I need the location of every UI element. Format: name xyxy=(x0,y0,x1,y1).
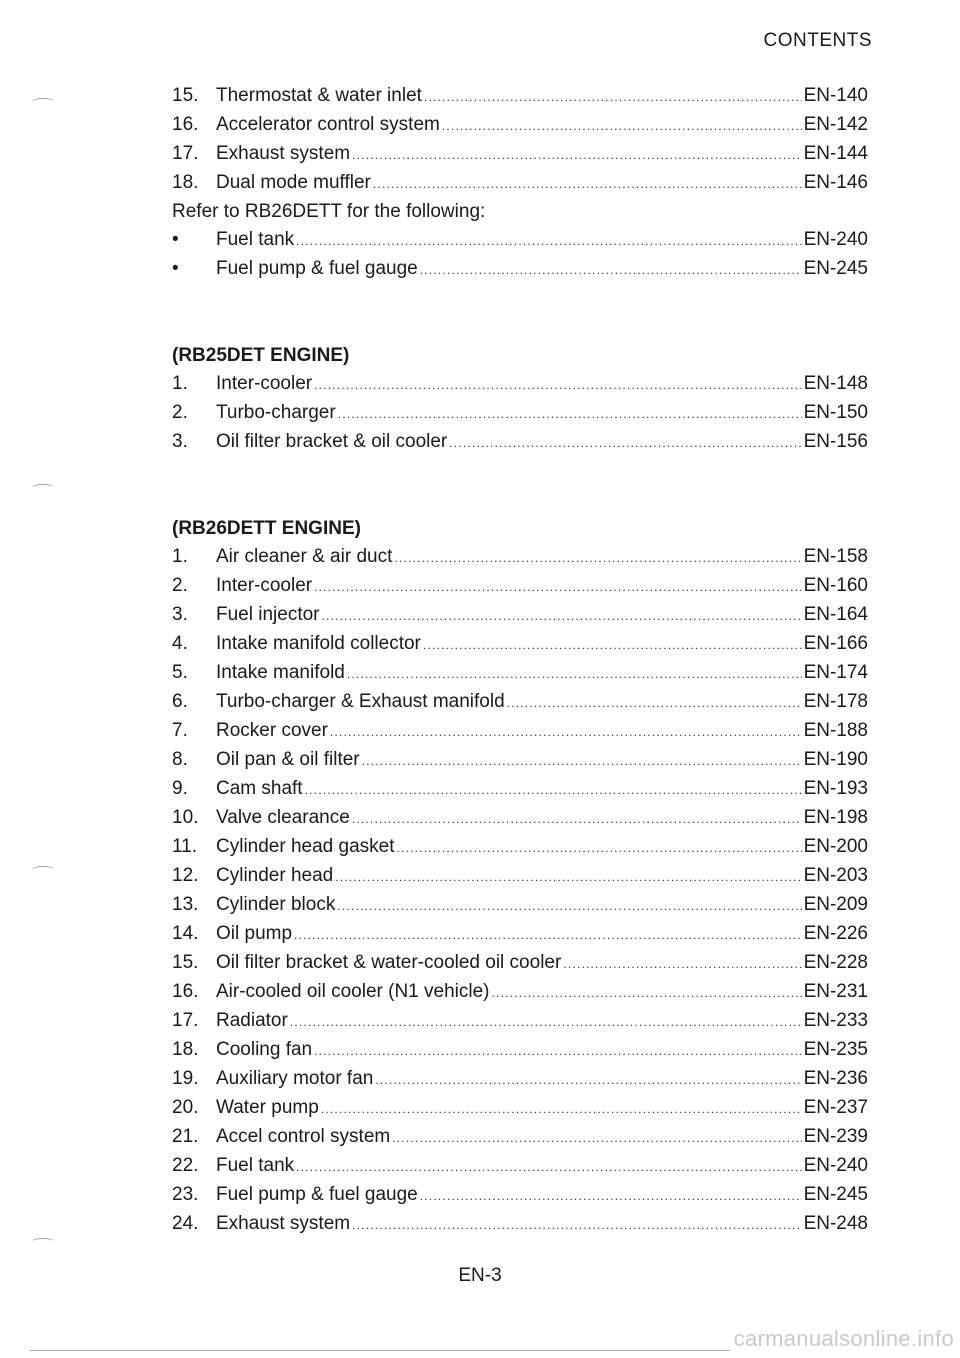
entry-page-ref: EN-203 xyxy=(803,865,868,886)
dot-leader xyxy=(305,776,802,804)
entry-title: Air cleaner & air duct xyxy=(216,546,393,567)
dot-leader xyxy=(362,747,802,775)
entry-page-ref: EN-158 xyxy=(803,546,868,567)
dot-leader xyxy=(347,660,802,688)
entry-number: 18. xyxy=(172,1039,199,1060)
toc-entry xyxy=(172,82,868,111)
entry-number: 1. xyxy=(172,373,188,394)
entry-number: 9. xyxy=(172,778,188,799)
entry-title: Inter-cooler xyxy=(216,575,313,596)
entry-number: 12. xyxy=(172,865,199,886)
dot-leader xyxy=(424,83,802,111)
toc-entry xyxy=(172,688,868,717)
entry-number: 5. xyxy=(172,662,188,683)
dot-leader xyxy=(423,631,802,659)
entry-page-ref: EN-233 xyxy=(803,1010,868,1031)
dot-leader xyxy=(420,1182,802,1210)
entry-number: 2. xyxy=(172,575,188,596)
dot-leader xyxy=(442,112,802,140)
entry-title: Turbo-charger & Exhaust manifold xyxy=(216,691,505,712)
section-heading-rb26dett: (RB26DETT ENGINE) xyxy=(172,518,361,539)
entry-number: 17. xyxy=(172,1010,199,1031)
dot-leader xyxy=(330,718,802,746)
toc-entry xyxy=(172,1065,868,1094)
entry-number: 1. xyxy=(172,546,188,567)
margin-mark xyxy=(32,484,54,491)
dot-leader xyxy=(338,400,802,428)
toc-entry xyxy=(172,572,868,601)
entry-number: 21. xyxy=(172,1126,199,1147)
dot-leader xyxy=(321,1095,802,1123)
toc-entry xyxy=(172,1036,868,1065)
entry-page-ref: EN-239 xyxy=(803,1126,868,1147)
entry-title: Exhaust system xyxy=(216,1213,351,1234)
dot-leader xyxy=(563,950,801,978)
page-header-title: CONTENTS xyxy=(763,30,872,51)
dot-leader xyxy=(394,544,801,572)
toc-entry xyxy=(172,169,868,198)
entry-title: Turbo-charger xyxy=(216,402,336,423)
entry-title: Fuel tank xyxy=(216,229,295,250)
toc-entry xyxy=(172,891,868,920)
entry-page-ref: EN-245 xyxy=(803,258,868,279)
entry-number: 15. xyxy=(172,952,199,973)
entry-number: 23. xyxy=(172,1184,199,1205)
entry-title: Valve clearance xyxy=(216,807,350,828)
dot-leader xyxy=(352,141,801,169)
entry-number: 14. xyxy=(172,923,199,944)
entry-title: Thermostat & water inlet xyxy=(216,85,422,106)
dot-leader xyxy=(507,689,802,717)
entry-number: 8. xyxy=(172,749,188,770)
dot-leader xyxy=(294,921,802,949)
toc-entry xyxy=(172,833,868,862)
entry-title: Oil pan & oil filter xyxy=(216,749,360,770)
toc-entry xyxy=(172,1152,868,1181)
entry-title: Dual mode muffler xyxy=(216,172,371,193)
toc-refer-list xyxy=(172,226,868,284)
bullet-marker: • xyxy=(172,258,179,279)
entry-title: Fuel tank xyxy=(216,1155,295,1176)
dot-leader xyxy=(397,834,802,862)
toc-entry xyxy=(172,1210,868,1239)
entry-page-ref: EN-178 xyxy=(803,691,868,712)
entry-page-ref: EN-193 xyxy=(803,778,868,799)
toc-entry xyxy=(172,920,868,949)
entry-title: Intake manifold xyxy=(216,662,345,683)
toc-entry xyxy=(172,1094,868,1123)
entry-number: 13. xyxy=(172,894,199,915)
margin-mark xyxy=(32,866,54,873)
entry-title: Oil filter bracket & oil cooler xyxy=(216,431,448,452)
entry-title: Air-cooled oil cooler (N1 vehicle) xyxy=(216,981,490,1002)
entry-page-ref: EN-148 xyxy=(803,373,868,394)
toc-rb25det-list xyxy=(172,370,868,457)
entry-number: 15. xyxy=(172,85,199,106)
entry-number: 19. xyxy=(172,1068,199,1089)
entry-title: Cylinder head gasket xyxy=(216,836,395,857)
dot-leader xyxy=(352,1211,801,1239)
entry-page-ref: EN-245 xyxy=(803,1184,868,1205)
toc-entry xyxy=(172,543,868,572)
toc-entry xyxy=(172,804,868,833)
toc-entry xyxy=(172,111,868,140)
entry-title: Cylinder head xyxy=(216,865,334,886)
toc-entry xyxy=(172,659,868,688)
entry-number: 10. xyxy=(172,807,199,828)
dot-leader xyxy=(392,1124,801,1152)
page-number: EN-3 xyxy=(458,1265,502,1286)
entry-number: 6. xyxy=(172,691,188,712)
entry-page-ref: EN-150 xyxy=(803,402,868,423)
dot-leader xyxy=(322,602,802,630)
entry-page-ref: EN-164 xyxy=(803,604,868,625)
dot-leader xyxy=(290,1008,802,1036)
dot-leader xyxy=(335,863,801,891)
entry-title: Accel control system xyxy=(216,1126,391,1147)
entry-title: Cylinder block xyxy=(216,894,336,915)
toc-entry xyxy=(172,399,868,428)
entry-page-ref: EN-248 xyxy=(803,1213,868,1234)
entry-page-ref: EN-237 xyxy=(803,1097,868,1118)
entry-number: 17. xyxy=(172,143,199,164)
toc-entry xyxy=(172,255,868,284)
entry-number: 7. xyxy=(172,720,188,741)
dot-leader xyxy=(492,979,802,1007)
entry-page-ref: EN-160 xyxy=(803,575,868,596)
refer-note: Refer to RB26DETT for the following: xyxy=(172,201,486,222)
entry-page-ref: EN-198 xyxy=(803,807,868,828)
toc-entry xyxy=(172,630,868,659)
toc-entry xyxy=(172,140,868,169)
margin-mark xyxy=(32,98,54,105)
entry-title: Radiator xyxy=(216,1010,288,1031)
entry-page-ref: EN-236 xyxy=(803,1068,868,1089)
toc-entry xyxy=(172,601,868,630)
dot-leader xyxy=(420,256,802,284)
entry-number: 20. xyxy=(172,1097,199,1118)
entry-title: Rocker cover xyxy=(216,720,328,741)
watermark-text: carmanualsonline.info xyxy=(733,1326,954,1351)
toc-entry xyxy=(172,746,868,775)
entry-page-ref: EN-142 xyxy=(803,114,868,135)
entry-title: Intake manifold collector xyxy=(216,633,421,654)
entry-number: 16. xyxy=(172,114,199,135)
entry-page-ref: EN-240 xyxy=(803,1155,868,1176)
dot-leader xyxy=(375,1066,801,1094)
toc-entry xyxy=(172,370,868,399)
dot-leader xyxy=(314,371,801,399)
entry-page-ref: EN-188 xyxy=(803,720,868,741)
entry-page-ref: EN-200 xyxy=(803,836,868,857)
bottom-rule xyxy=(30,1350,730,1351)
bullet-marker: • xyxy=(172,229,179,250)
table-of-contents xyxy=(172,82,868,1239)
entry-number: 3. xyxy=(172,431,188,452)
toc-entry xyxy=(172,775,868,804)
dot-leader xyxy=(449,429,801,457)
toc-entry xyxy=(172,862,868,891)
entry-page-ref: EN-240 xyxy=(803,229,868,250)
entry-title: Fuel pump & fuel gauge xyxy=(216,1184,418,1205)
dot-leader xyxy=(352,805,802,833)
entry-page-ref: EN-226 xyxy=(803,923,868,944)
toc-entry xyxy=(172,428,868,457)
entry-page-ref: EN-231 xyxy=(803,981,868,1002)
entry-number: 22. xyxy=(172,1155,199,1176)
entry-title: Cooling fan xyxy=(216,1039,313,1060)
entry-title: Fuel pump & fuel gauge xyxy=(216,258,418,279)
toc-entry xyxy=(172,717,868,746)
section-heading-rb25det: (RB25DET ENGINE) xyxy=(172,345,350,366)
dot-leader xyxy=(296,1153,801,1181)
entry-number: 11. xyxy=(172,836,198,857)
entry-title: Exhaust system xyxy=(216,143,351,164)
entry-number: 16. xyxy=(172,981,199,1002)
margin-mark xyxy=(32,1238,54,1245)
dot-leader xyxy=(314,1037,801,1065)
entry-page-ref: EN-235 xyxy=(803,1039,868,1060)
dot-leader xyxy=(373,170,802,198)
entry-title: Fuel injector xyxy=(216,604,320,625)
entry-page-ref: EN-140 xyxy=(803,85,868,106)
toc-rb26dett-list xyxy=(172,543,868,1239)
entry-page-ref: EN-190 xyxy=(803,749,868,770)
toc-entry xyxy=(172,978,868,1007)
entry-page-ref: EN-209 xyxy=(803,894,868,915)
dot-leader xyxy=(337,892,801,920)
entry-number: 3. xyxy=(172,604,188,625)
toc-group-continued xyxy=(172,82,868,198)
entry-number: 24. xyxy=(172,1213,199,1234)
entry-page-ref: EN-146 xyxy=(803,172,868,193)
entry-page-ref: EN-144 xyxy=(803,143,868,164)
toc-entry xyxy=(172,1007,868,1036)
entry-title: Cam shaft xyxy=(216,778,303,799)
dot-leader xyxy=(296,227,801,255)
entry-number: 18. xyxy=(172,172,199,193)
toc-entry xyxy=(172,949,868,978)
entry-title: Auxiliary motor fan xyxy=(216,1068,374,1089)
toc-entry xyxy=(172,1123,868,1152)
entry-page-ref: EN-166 xyxy=(803,633,868,654)
entry-page-ref: EN-228 xyxy=(803,952,868,973)
entry-page-ref: EN-174 xyxy=(803,662,868,683)
entry-page-ref: EN-156 xyxy=(803,431,868,452)
entry-title: Accelerator control system xyxy=(216,114,440,135)
entry-title: Water pump xyxy=(216,1097,319,1118)
entry-number: 2. xyxy=(172,402,188,423)
dot-leader xyxy=(314,573,801,601)
entry-title: Oil pump xyxy=(216,923,293,944)
entry-title: Inter-cooler xyxy=(216,373,313,394)
entry-title: Oil filter bracket & water-cooled oil cooler xyxy=(216,952,562,973)
toc-entry xyxy=(172,1181,868,1210)
toc-entry xyxy=(172,226,868,255)
entry-number: 4. xyxy=(172,633,188,654)
